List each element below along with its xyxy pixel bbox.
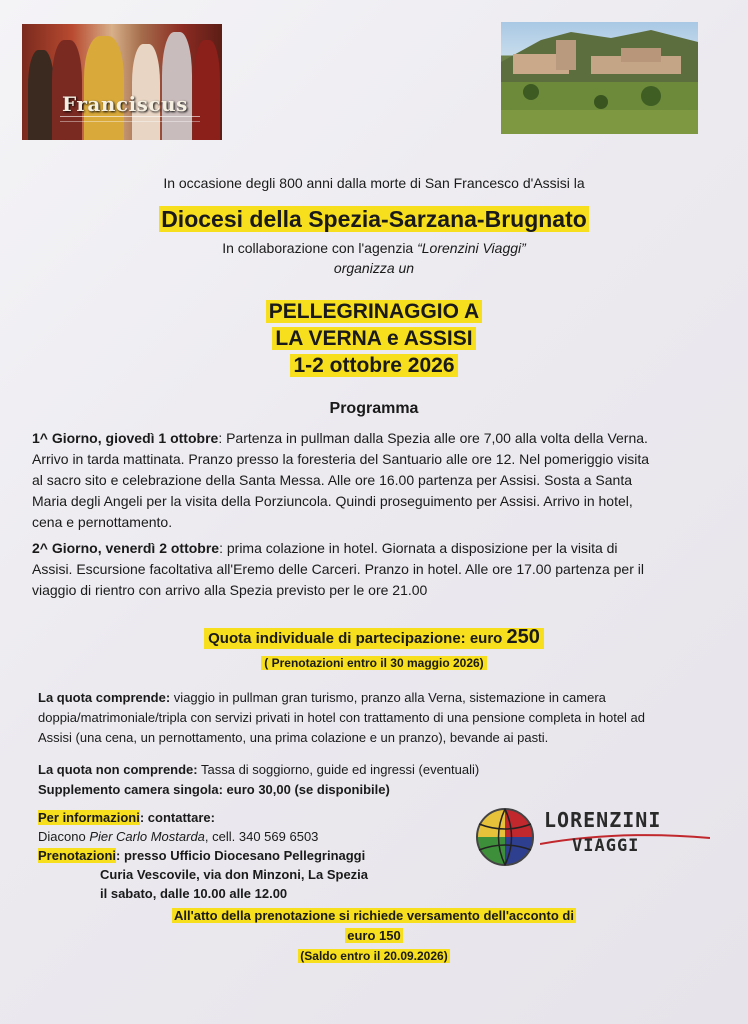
acconto-line-2: euro 150 <box>347 928 401 943</box>
contact-name: Pier Carlo Mostarda <box>89 829 205 844</box>
day2-line-1: : prima colazione in hotel. Giornata a disposizione per la visita di <box>219 540 618 556</box>
day1-line-4: Maria degli Angeli per la visita della Porziuncola. Quindi proseguimento per Assisi. Arrivo in hotel, <box>32 493 633 509</box>
day1-label: 1^ Giorno, giovedì 1 ottobre <box>32 430 219 446</box>
intro-text: In occasione degli 800 anni dalla morte di San Francesco d'Assisi la <box>163 175 585 191</box>
quota-line <box>0 624 748 652</box>
title-line-1: PELLEGRINAGGIO A <box>266 300 482 323</box>
collaboration-line <box>0 238 748 259</box>
saldo-line: (Saldo entro il 20.09.2026) <box>300 949 448 963</box>
comprende-line-1: viaggio in pullman gran turismo, pranzo alla Verna, sistemazione in camera <box>170 690 606 705</box>
non-comprende-label: La quota non comprende: <box>38 762 198 777</box>
franciscus-image <box>22 24 222 140</box>
acconto-line-1: All'atto della prenotazione si richiede versamento dell'acconto di <box>174 908 574 923</box>
logo-text-viaggi: VIAGGI <box>572 836 640 856</box>
day1-paragraph <box>32 428 722 533</box>
pren-text: : presso Ufficio Diocesano Pellegrinaggi <box>116 848 366 863</box>
collab-prefix: In collaborazione con l'agenzia <box>222 240 418 256</box>
collab-agency: “Lorenzini Viaggi” <box>417 240 526 256</box>
globe-icon <box>470 804 540 870</box>
pren-hours: il sabato, dalle 10.00 alle 12.00 <box>100 886 288 901</box>
title-block <box>0 298 748 379</box>
day1-line-2: Arrivo in tarda mattinata. Pranzo presso la foresteria del Santuario alle ore 12. Nel pomeriggio visita <box>32 451 650 467</box>
day1-line-5: cena e pernottamento. <box>32 514 173 530</box>
franciscus-title: Franciscus <box>62 92 188 116</box>
contact-phone: , cell. 340 569 6503 <box>204 829 319 844</box>
comprende-paragraph <box>38 688 718 748</box>
title-line-3: 1-2 ottobre 2026 <box>290 354 457 377</box>
diocese-title: Diocesi della Spezia-Sarzana-Brugnato <box>161 206 587 232</box>
logo-text-lorenzini: LORENZINI <box>544 808 662 832</box>
day2-label: 2^ Giorno, venerdì 2 ottobre <box>32 540 220 556</box>
day1-line-1: : Partenza in pullman dalla Spezia alle ore 7,00 alla volta della Verna. <box>218 430 648 446</box>
assisi-landscape <box>501 22 698 134</box>
prenotazioni-deadline: ( Prenotazioni entro il 30 maggio 2026) <box>261 656 486 670</box>
assisi-photo <box>501 22 698 134</box>
programma-heading: Programma <box>329 400 419 417</box>
info-block <box>38 808 458 903</box>
diocese-heading <box>0 204 748 234</box>
title-line-2: LA VERNA e ASSISI <box>272 327 475 350</box>
comprende-line-2: doppia/matrimoniale/tripla con servizi privati in hotel con trattamento di una pensione completa in hotel ad <box>38 710 646 725</box>
comprende-label: La quota comprende: <box>38 690 171 705</box>
info-label: Per informazioni <box>38 810 140 825</box>
quota-label: Quota individuale di partecipazione: euro <box>208 630 507 647</box>
quota-highlight <box>204 628 544 649</box>
lorenzini-logo <box>470 800 710 870</box>
supplemento-text: Supplemento camera singola: euro 30,00 (se disponibile) <box>38 782 390 797</box>
prenotazioni-deadline-line <box>0 654 748 672</box>
image-decoration <box>60 116 200 122</box>
quota-value: 250 <box>506 626 540 648</box>
pren-address: Curia Vescovile, via don Minzoni, La Spezia <box>100 867 369 882</box>
acconto-block <box>0 906 748 966</box>
contact-prefix: Diacono <box>38 829 90 844</box>
day2-paragraph <box>32 538 722 601</box>
non-comprende-paragraph <box>38 760 718 800</box>
organizza-line: organizza un <box>333 260 415 276</box>
day2-line-3: viaggio di rientro con arrivo alla Spezia previsto per le ore 21.00 <box>32 582 428 598</box>
info-suffix: : contattare: <box>139 810 215 825</box>
comprende-line-3: Assisi (una cena, un pernottamento, una prima colazione e un pranzo), bevande ai pasti. <box>38 730 549 745</box>
day1-line-3: al sacro sito e celebrazione della Santa Messa. Alle ore 16.00 partenza per Assisi. Sosta a Santa <box>32 472 633 488</box>
non-comprende-text: Tassa di soggiorno, guide ed ingressi (eventuali) <box>197 762 480 777</box>
day2-line-2: Assisi. Escursione facoltativa all'Eremo delle Carceri. Pranzo in hotel. Alle ore 17.00 partenza per il <box>32 561 644 577</box>
pren-label: Prenotazioni <box>38 848 117 863</box>
